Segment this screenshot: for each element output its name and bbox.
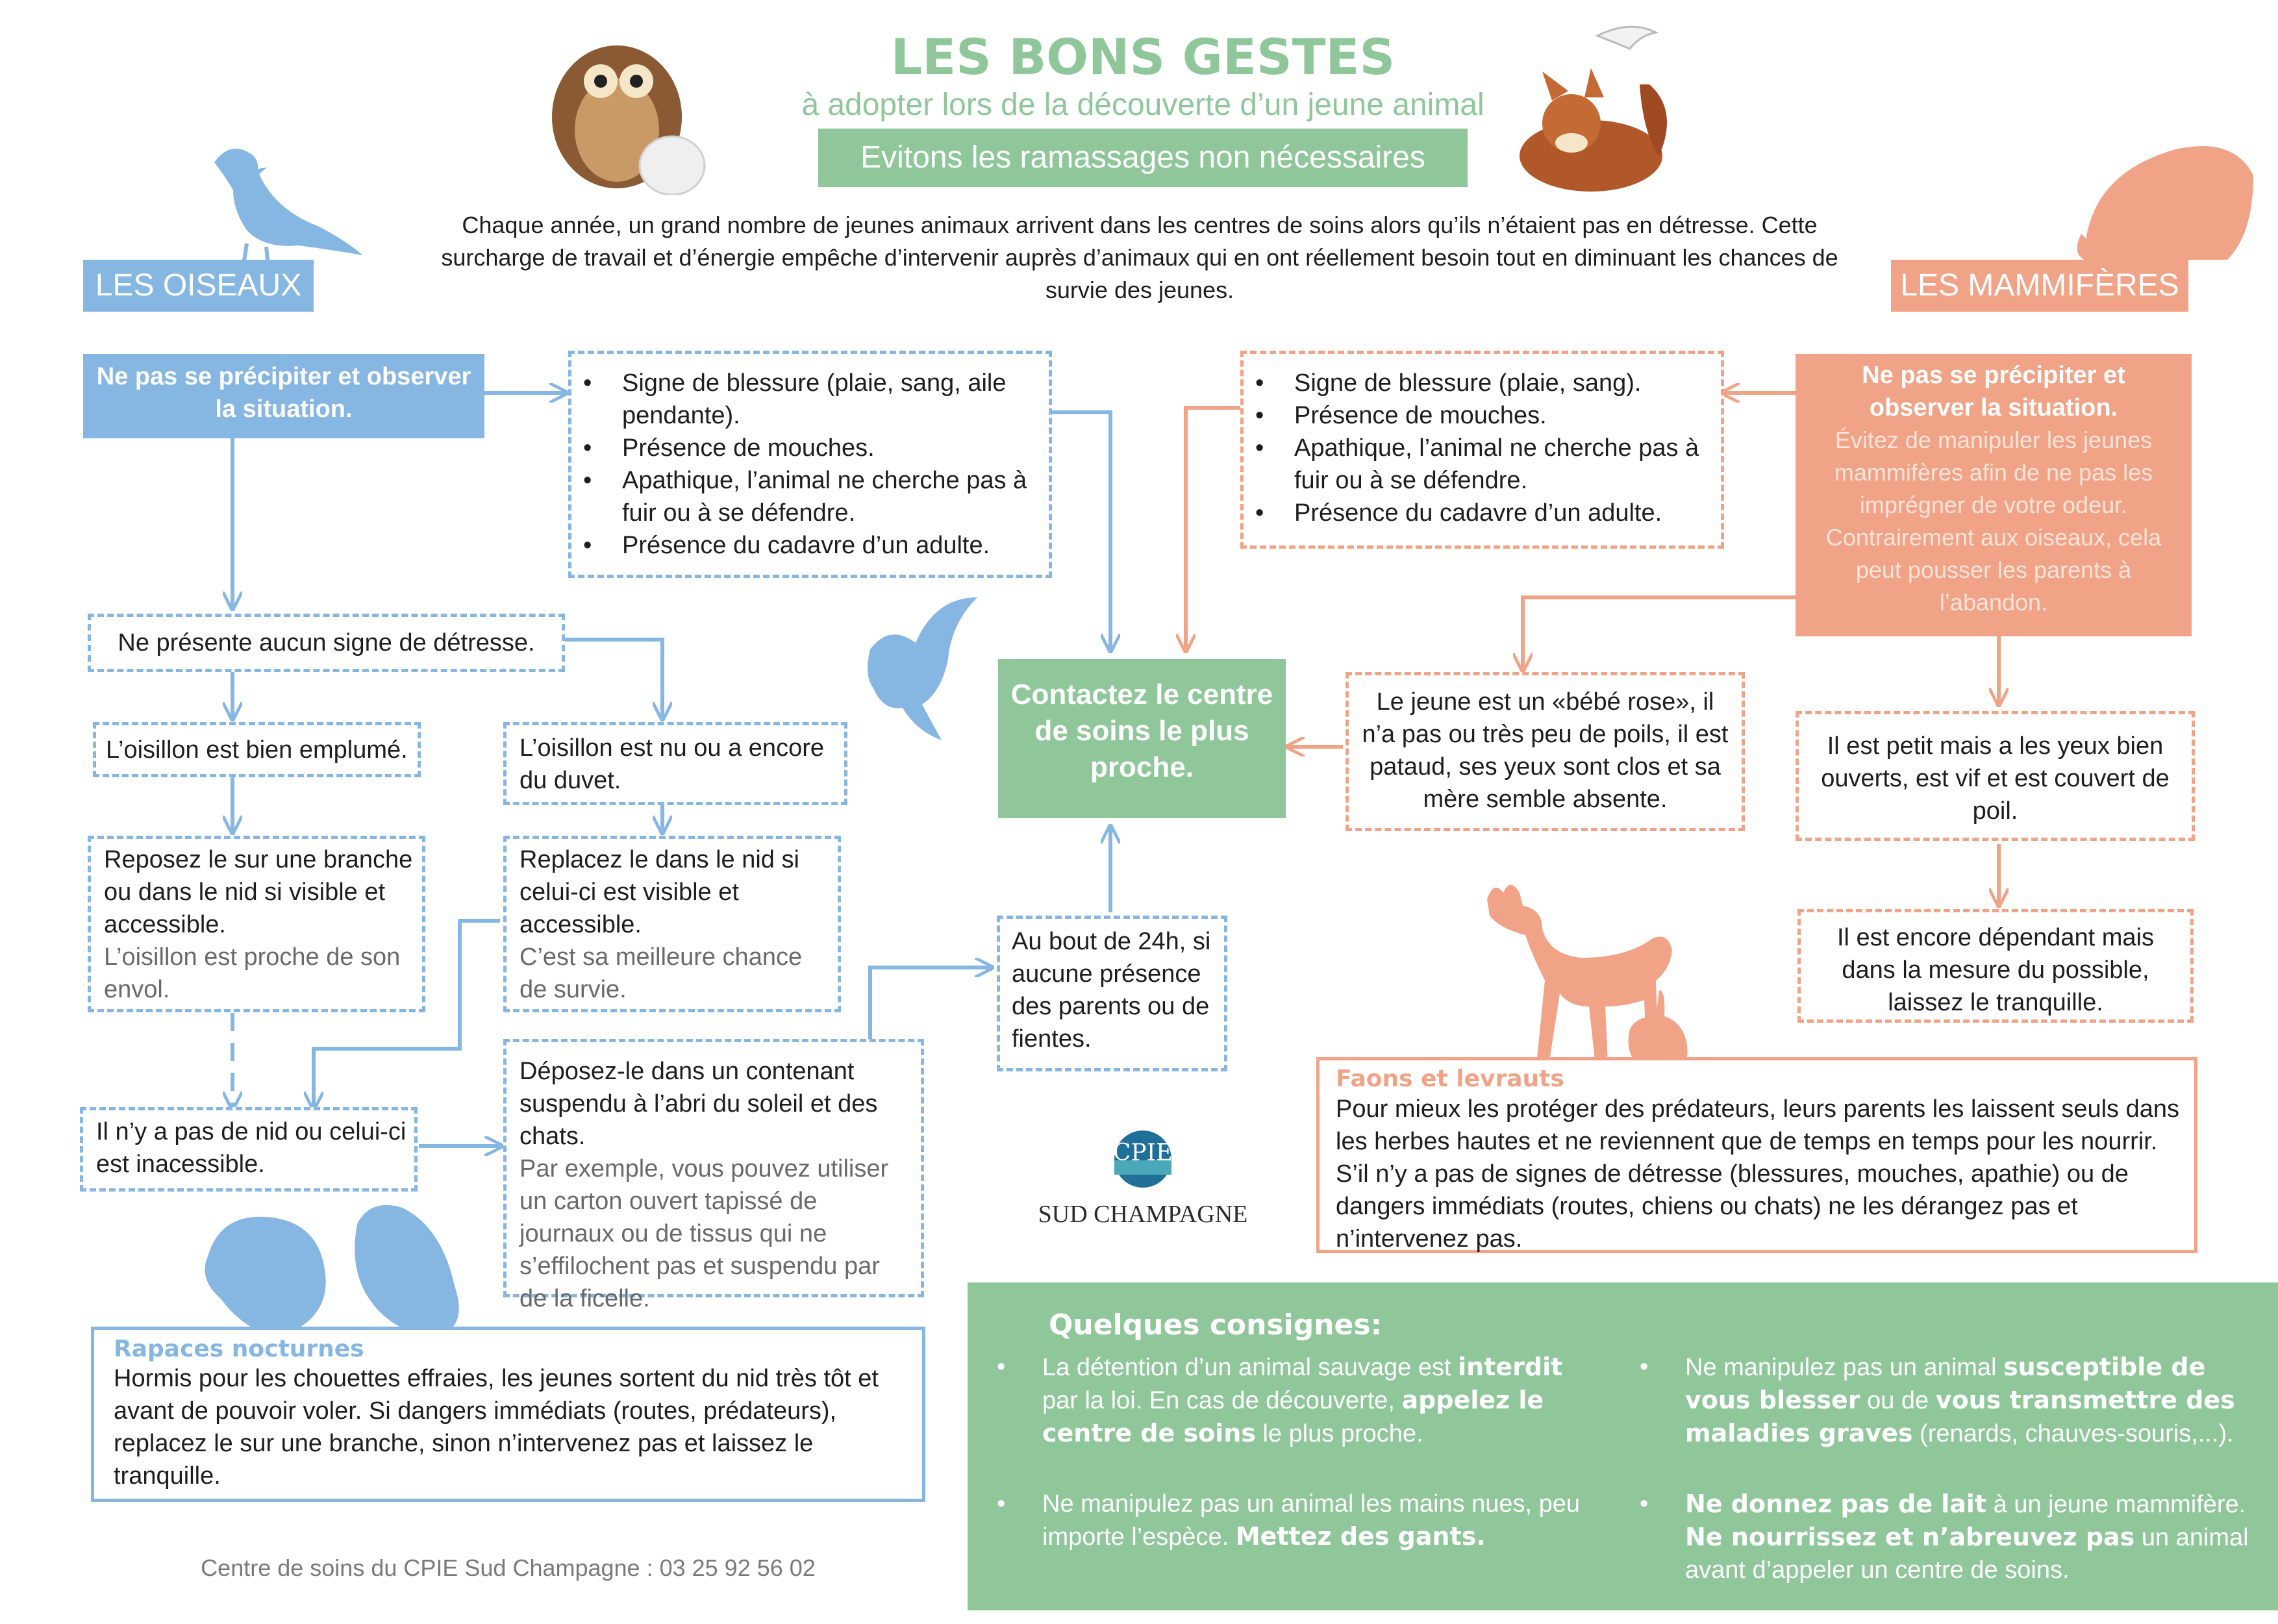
footer-contact: Centre de soins du CPIE Sud Champagne : 03 25 92 56 02 (201, 1555, 816, 1581)
label-birds: LES OISEAUX (83, 260, 314, 312)
page-title: LES BONS GESTES (890, 28, 1396, 86)
container-note: Par exemple, vous pouvez utiliser un carton ouvert tapissé de journaux ou de tissus qui ne s’effilochent pas et suspendu par de la ficelle. (519, 1155, 889, 1312)
mammals-sign-item: • Présence du cadavre d’un adulte. (1255, 497, 1714, 529)
branch-note: L’oisillon est proche de son envol. (104, 943, 401, 1003)
nest-main: Replacez le dans le nid si celui-ci est visible et accessible. (519, 846, 799, 938)
cpie-logo-mark (1104, 1127, 1182, 1192)
arrow-nodistress-to-naked (565, 640, 662, 718)
mammals-signs-box (1240, 351, 1724, 549)
cpie-name: SUD CHAMPAGNE (1038, 1201, 1248, 1228)
banner: Evitons les ramassages non nécessaires (818, 129, 1468, 187)
flying-bird-silhouette (844, 597, 987, 760)
feathered-box: L’oisillon est bien emplumé. (93, 722, 421, 777)
consigne-item: • Ne donnez pas de lait à un jeune mammifère. Ne nourrissez et n’abreuvez pas un animal avant d’appeler un centre de soins. (1640, 1488, 2266, 1586)
mammals-sign-item: • Présence de mouches. (1255, 399, 1714, 432)
naked-box: L’oisillon est nu ou a encore du duvet. (503, 722, 847, 805)
page-subtitle: à adopter lors de la découverte d’un jeune animal (801, 88, 1484, 122)
hedgehog-silhouette (2071, 136, 2253, 273)
owl-illustration (532, 19, 714, 195)
birds-sign-item: • Apathique, l’animal ne cherche pas à fuir ou à se défendre. (583, 464, 1042, 529)
birds-signs-box (568, 351, 1052, 578)
container-main: Déposez-le dans un contenant suspendu à l’abri du soleil et des chats. (519, 1058, 878, 1150)
nest-note: C’est sa meilleure chance de survie. (519, 943, 803, 1003)
consignes-col-right (1640, 1351, 2266, 1624)
fawns-text: Pour mieux les protéger des prédateurs, leurs parents les laissent seuls dans les herbes hautes et ne reviennent que de temps en temps pour les nourrir. S’il n’y a pas de signes de détresse (blessures, mouches, apathie) ou de dangers immédiats (routes, chiens ou chats) ne les dérangez pas et n’intervenez pas. (1336, 1095, 2180, 1253)
mammals-start-title: Ne pas se précipiter et observer la situation. (1862, 362, 2125, 421)
raptors-box (91, 1327, 925, 1502)
after24-box: Au bout de 24h, si aucune présence des parents ou de fientes. (997, 916, 1227, 1071)
mammals-start-note: Évitez de manipuler les jeunes mammifères afin de ne pas les imprégner de votre odeur. Contrairement aux oiseaux, cela peut pousser les parents à l’abandon. (1825, 427, 2162, 616)
no-nest-box: Il n’y a pas de nid ou celui-ci est inacessible. (80, 1107, 418, 1192)
branch-box (88, 836, 425, 1012)
birds-sign-item: • Présence du cadavre d’un adulte. (583, 529, 1042, 562)
dependent-box: Il est encore dépendant mais dans la mesure du possible, laissez le tranquille. (1797, 909, 2194, 1023)
pink-baby-box: Le jeune est un «bébé rose», il n’a pas ou très peu de poils, il est pataud, ses yeux sont clos et sa mère semble absente. (1346, 672, 1745, 831)
bird-silhouette (175, 140, 370, 276)
no-distress-box: Ne présente aucun signe de détresse. (88, 614, 565, 672)
birds-sign-item: • Présence de mouches. (583, 432, 1042, 464)
branch-main: Reposez le sur une branche ou dans le nid si visible et accessible. (104, 846, 413, 938)
intro-text: Chaque année, un grand nombre de jeunes animaux arrivent dans les centres de soins alors qu’ils n’étaient pas en détresse. Cette surcharge de travail et d’énergie empêche d’intervenir auprès d’animaux qui en ont réellement besoin tout en diminuant les chances de survie des jeunes. (441, 212, 1838, 303)
nest-box (503, 836, 841, 1012)
raptors-title: Rapaces nocturnes (114, 1336, 364, 1362)
contact-text: Contactez le centre de soins le plus proche. (1010, 679, 1273, 783)
cpie-logo (1003, 1127, 1283, 1253)
fox-illustration (1494, 19, 1682, 208)
birds-start-text: Ne pas se précipiter et observer la situation. (96, 363, 471, 423)
consigne-item: • Ne manipulez pas un animal les mains nues, peu importe l’espèce. Mettez des gants. (997, 1488, 1597, 1553)
consignes-panel (968, 1282, 2278, 1610)
label-mammals: LES MAMMIFÈRES (1891, 260, 2188, 312)
cpie-letters: CPIE (1112, 1140, 1173, 1166)
mammals-start-box (1796, 354, 2192, 636)
arrow-mstart-to-pinkbaby (1523, 597, 1796, 669)
small-open-box: Il est petit mais a les yeux bien ouverts, est vif et est couvert de poil. (1796, 711, 2195, 841)
fawns-title: Faons et levrauts (1336, 1066, 1564, 1092)
arrow-msigns-to-contact (1186, 408, 1240, 649)
contact-box (998, 659, 1286, 818)
mammals-sign-item: • Signe de blessure (plaie, sang). (1255, 367, 1714, 399)
arrow-container-to-after24 (870, 968, 990, 1039)
owls-silhouette (195, 1198, 487, 1338)
raptors-text: Hormis pour les chouettes effraies, les jeunes sortent du nid très tôt et avant de pouvoir voler. Si dangers immédiats (routes, prédateurs), replacez le sur une branche, sinon n’intervenez pas et laissez le tranquille. (114, 1365, 879, 1490)
consignes-col-left (997, 1351, 1597, 1591)
container-box (503, 1039, 924, 1312)
consigne-item: • La détention d’un animal sauvage est interdit par la loi. En cas de découverte, appelez le centre de soins le plus proche. (997, 1351, 1597, 1450)
consignes-title: Quelques consignes: (1049, 1308, 1383, 1342)
fawn-rabbit-silhouette (1461, 873, 1701, 1081)
fawns-box (1316, 1057, 2197, 1253)
birds-start-box (83, 354, 484, 438)
header (747, 26, 1539, 188)
mammals-sign-item: • Apathique, l’animal ne cherche pas à fuir ou à se défendre. (1255, 432, 1714, 497)
consigne-item: • Ne manipulez pas un animal susceptible de vous blesser ou de vous transmettre des maladies graves (renards, chauves-souris,...). (1640, 1351, 2266, 1450)
birds-sign-item: • Signe de blessure (plaie, sang, aile pendante). (583, 367, 1042, 432)
arrow-signs-to-contact (1052, 412, 1110, 649)
